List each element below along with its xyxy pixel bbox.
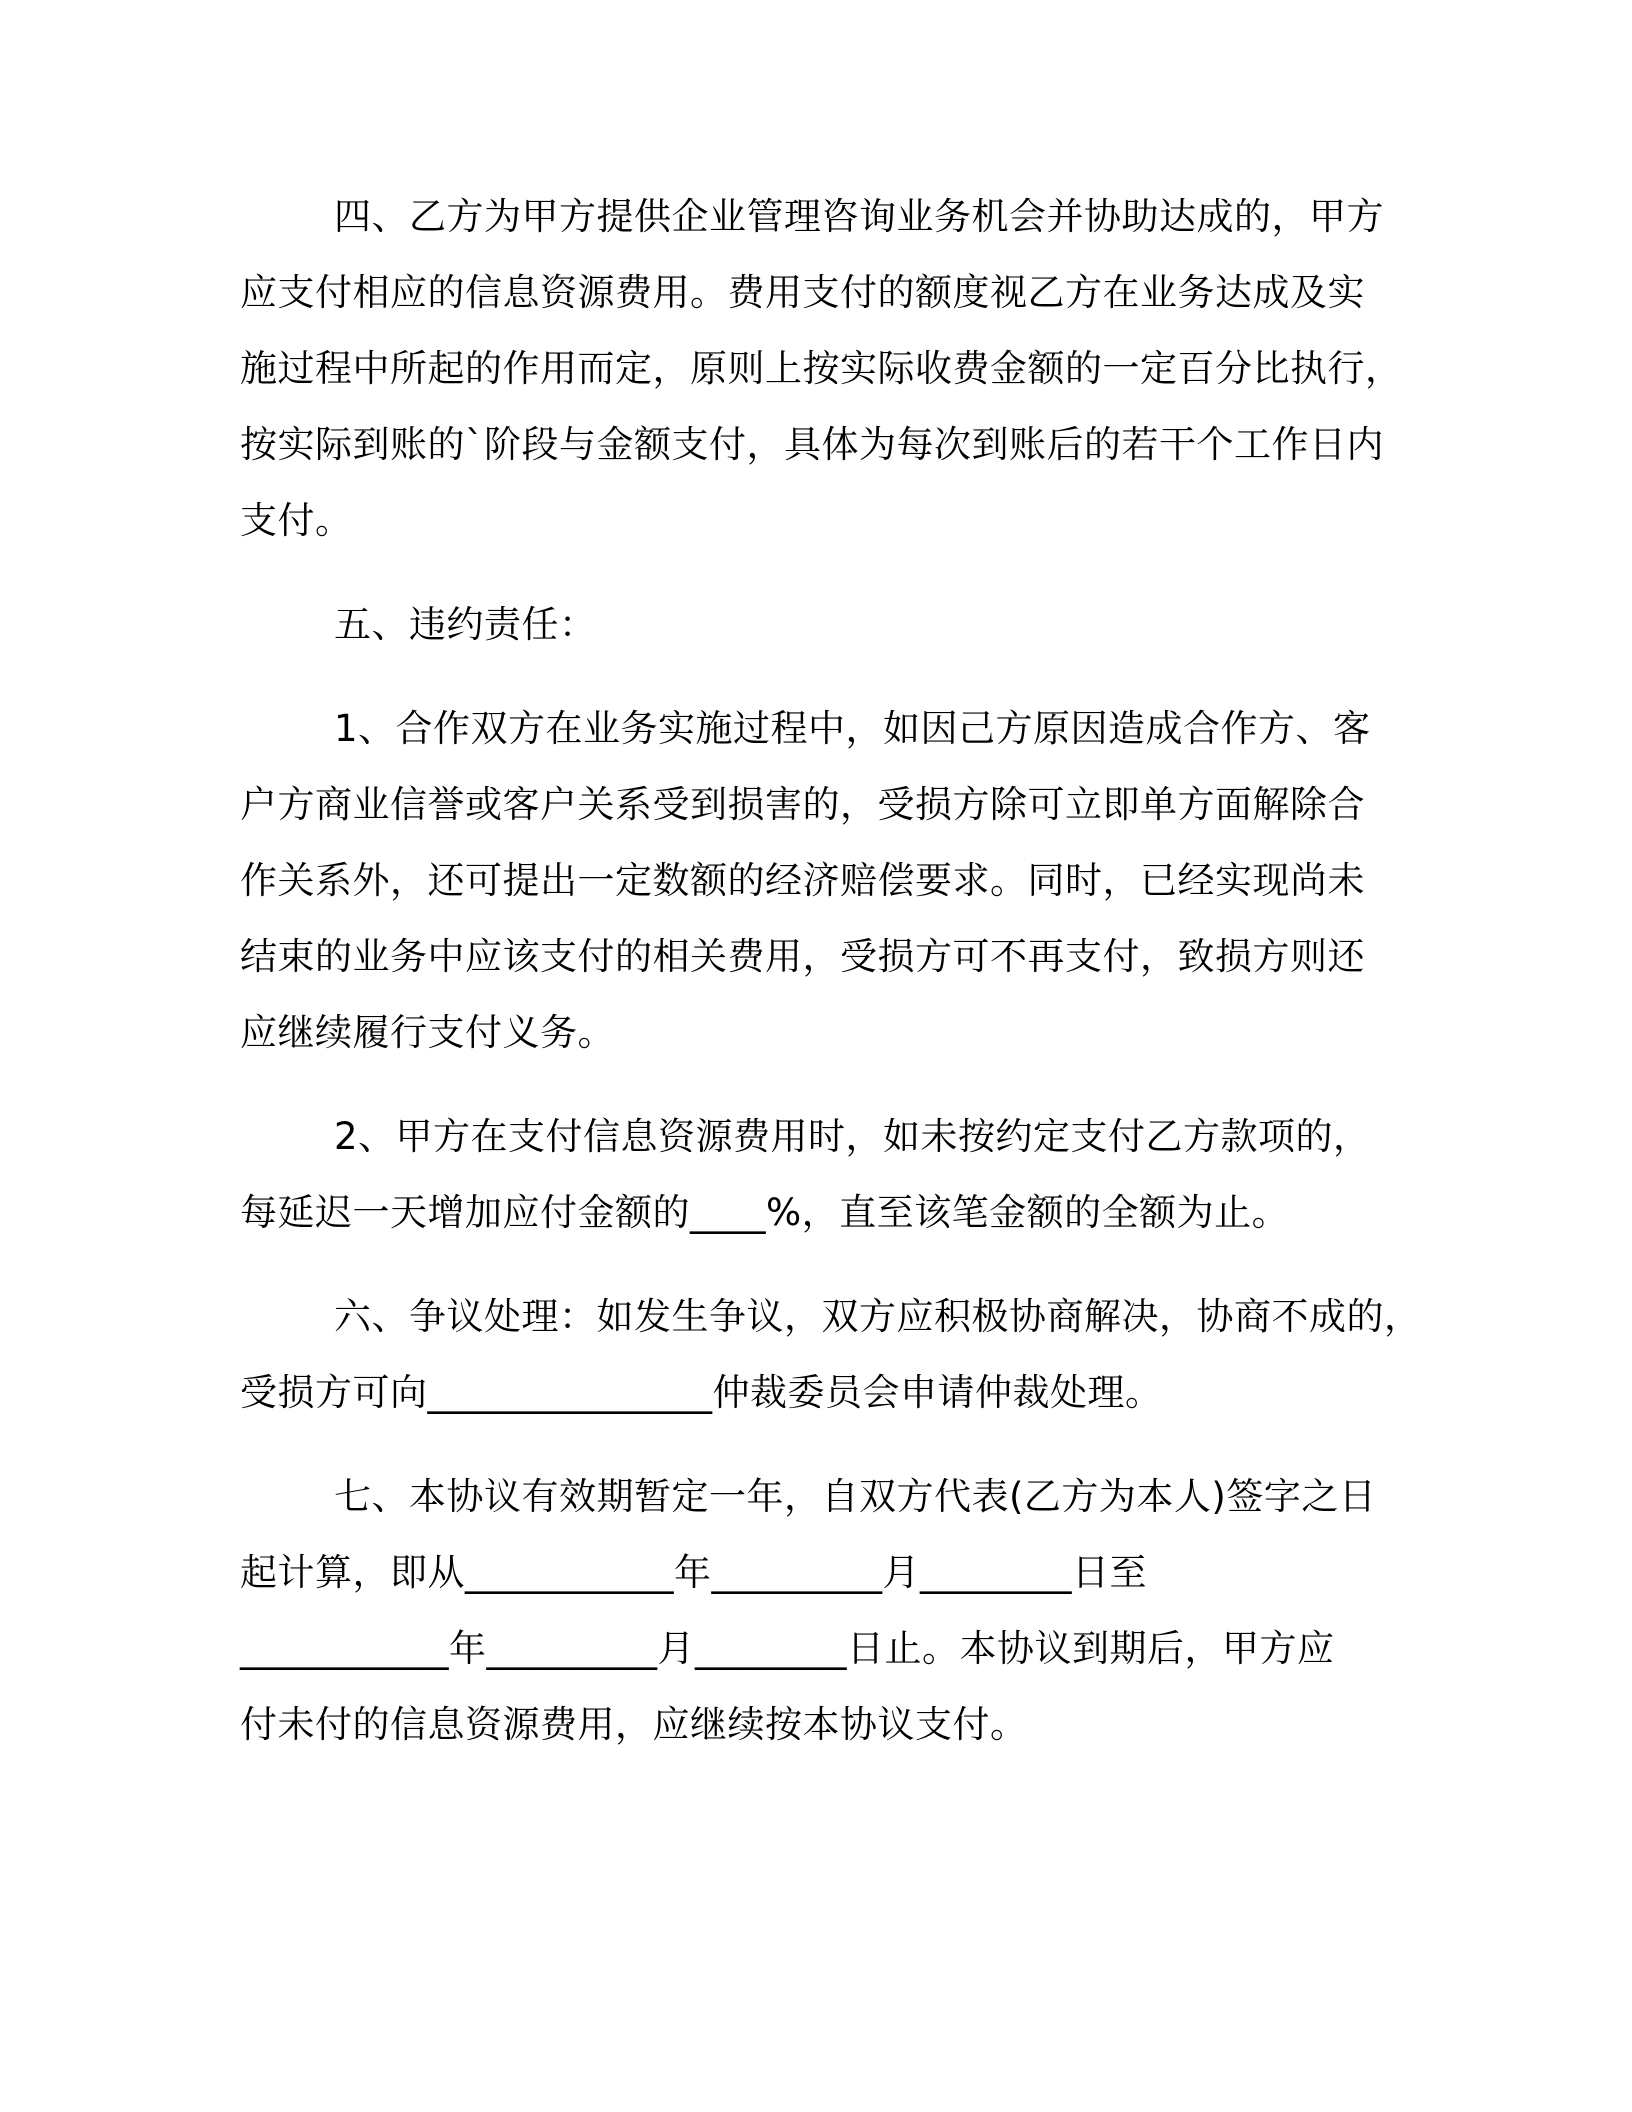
section-six-line-2: 受损方可向_______________仲裁委员会申请仲裁处理。	[240, 1371, 1163, 1414]
clause-5-2-line-1: 2、甲方在支付信息资源费用时，如未按约定支付乙方款项的，	[334, 1115, 1371, 1158]
clause-5-1-line-5: 应继续履行支付义务。	[240, 1011, 615, 1054]
section-six-line-1: 六、争议处理：如发生争议，双方应积极协商解决，协商不成的，	[334, 1295, 1422, 1338]
clause-5-1-line-3: 作关系外，还可提出一定数额的经济赔偿要求。同时，已经实现尚未	[240, 859, 1365, 902]
section-four-line-2: 应支付相应的信息资源费用。费用支付的额度视乙方在业务达成及实	[240, 271, 1365, 314]
section-seven-line-3: ___________年_________月________日止。本协议到期后，甲方应	[240, 1627, 1335, 1670]
section-seven-line-1: 七、本协议有效期暂定一年，自双方代表(乙方为本人)签字之日	[334, 1475, 1377, 1518]
section-four-line-4: 按实际到账的`阶段与金额支付，具体为每次到账后的若干个工作日内	[240, 423, 1384, 466]
section-seven-line-4: 付未付的信息资源费用，应继续按本协议支付。	[240, 1703, 1028, 1746]
clause-5-1-line-2: 户方商业信誉或客户关系受到损害的，受损方除可立即单方面解除合	[240, 783, 1365, 826]
section-seven-line-2: 起计算，即从___________年_________月________日至	[240, 1551, 1147, 1594]
section-four-line-1: 四、乙方为甲方提供企业管理咨询业务机会并协助达成的，甲方	[334, 195, 1384, 238]
clause-5-1-line-4: 结束的业务中应该支付的相关费用，受损方可不再支付，致损方则还	[240, 935, 1365, 978]
section-four-line-5: 支付。	[240, 499, 353, 542]
clause-5-1-line-1: 1、合作双方在业务实施过程中，如因己方原因造成合作方、客	[334, 707, 1371, 750]
clause-5-2-line-2: 每延迟一天增加应付金额的____%，直至该笔金额的全额为止。	[240, 1191, 1290, 1234]
section-five-heading: 五、违约责任：	[334, 603, 597, 646]
section-four-line-3: 施过程中所起的作用而定，原则上按实际收费金额的一定百分比执行，	[240, 347, 1403, 390]
